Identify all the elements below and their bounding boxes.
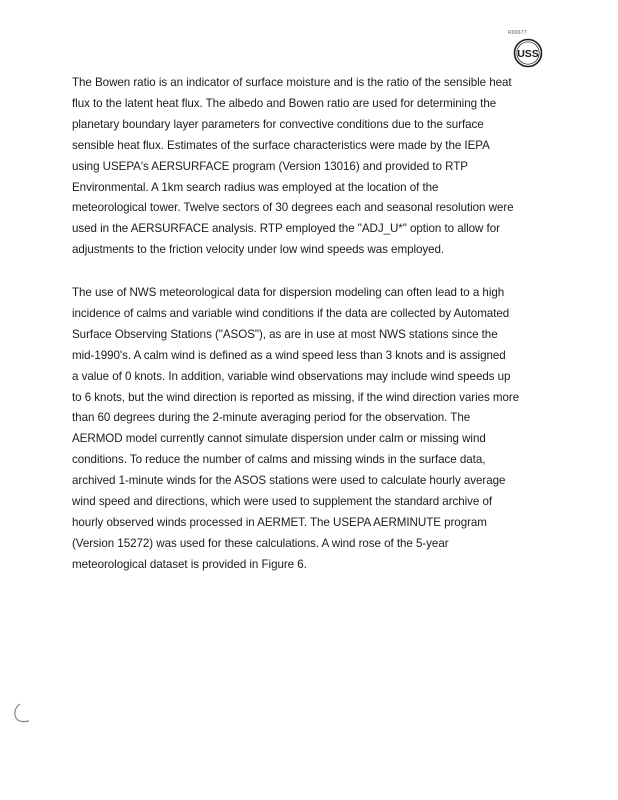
text-line: adjustments to the friction velocity under low wind speeds was employed. — [72, 243, 445, 257]
text-line: to 6 knots, but the wind direction is reported as missing, if the wind direction varies more — [72, 390, 520, 404]
text-line: wind speed and directions, which were used to supplement the standard archive of — [72, 495, 493, 509]
text-line: sensible heat flux. Estimates of the surface characteristics were made by the IEPA — [72, 138, 490, 152]
text-line: conditions. To reduce the number of calms and missing winds in the surface data, — [72, 453, 486, 467]
paragraph-nws-data — [72, 283, 548, 576]
text-line: used in the AERSURFACE analysis. RTP employed the "ADJ_U*" option to allow for — [72, 222, 500, 236]
text-line: a value of 0 knots. In addition, variable wind observations may include wind speeds up — [72, 369, 511, 383]
text-line: planetary boundary layer parameters for convective conditions due to the surface — [72, 117, 484, 131]
text-line: meteorological tower. Twelve sectors of 30 degrees each and seasonal resolution were — [72, 201, 514, 215]
text-line: archived 1-minute winds for the ASOS stations were used to calculate hourly average — [72, 474, 506, 488]
text-line: than 60 degrees during the 2-minute averaging period for the observation. The — [72, 411, 471, 425]
text-line: The use of NWS meteorological data for dispersion modeling can often lead to a high — [72, 286, 505, 299]
text-line: AERMOD model currently cannot simulate dispersion under calm or missing wind — [72, 432, 486, 446]
text-line: meteorological dataset is provided in Figure 6. — [72, 557, 307, 571]
uss-logo-icon — [513, 38, 543, 68]
logo-text: USS — [517, 47, 539, 60]
text-line: Environmental. A 1km search radius was employed at the location of the — [72, 180, 439, 194]
text-line: Surface Observing Stations ("ASOS"), as are in use at most NWS stations since the — [72, 327, 498, 341]
text-line: mid-1990's. A calm wind is defined as a wind speed less than 3 knots and is assigned — [72, 348, 506, 362]
text-line: flux to the latent heat flux. The albedo and Bowen ratio are used for determining the — [72, 96, 497, 110]
text-line: The Bowen ratio is an indicator of surface moisture and is the ratio of the sensible heat — [72, 76, 512, 89]
paragraph-bowen-ratio — [72, 73, 548, 261]
text-line: incidence of calms and variable wind conditions if the data are collected by Automated — [72, 306, 510, 320]
text-line: hourly observed winds processed in AERMET. The USEPA AERMINUTE program — [72, 515, 487, 529]
text-line: using USEPA's AERSURFACE program (Version 13016) and provided to RTP — [72, 159, 468, 173]
bates-number: R00677 — [508, 30, 527, 36]
text-line: (Version 15272) was used for these calculations. A wind rose of the 5-year — [72, 536, 449, 550]
scan-corner-mark-icon — [10, 702, 32, 724]
